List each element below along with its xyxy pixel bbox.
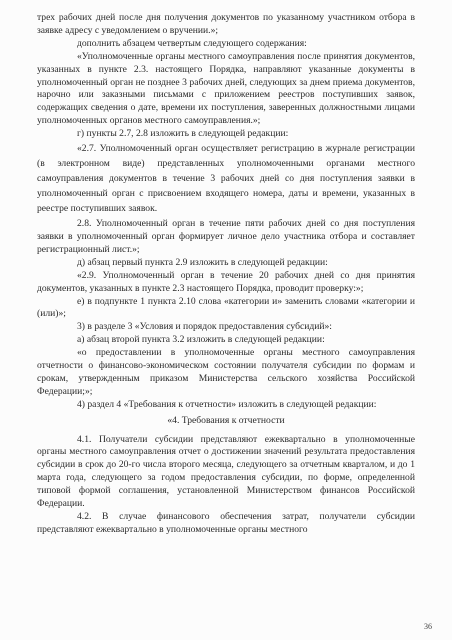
paragraph: 3) в разделе 3 «Условия и порядок предоставления субсидий»:: [77, 321, 332, 333]
paragraph: трех рабочих дней после дня получения документов по указанному участником отбора в заявке адресу с уведомлением о вручении.»;: [37, 12, 415, 36]
paragraph: «2.9. Уполномоченный орган в течение 20 рабочих дней со дня принятия документов, указанных в пункте 2.3 настоящего Порядка, проводит проверку:»;: [37, 269, 415, 294]
paragraph: 4.1. Получатели субсидии представляют ежеквартально в уполномоченные органы местного самоуправления отчет о достижении значений результата предоставления субсидии в срок до 20-го числа второго месяца, следующего за отчетным кварталом, и до 1 марта года, следующего за годом предоставления субсидии, по форме, определенной типовой формой соглашения, установленной Министерством финансов Российской Федерации.: [37, 433, 415, 510]
paragraph: 4) раздел 4 «Требования к отчетности» изложить в следующей редакции:: [77, 398, 377, 410]
paragraph: «2.7. Уполномоченный орган осуществляет регистрацию в журнале регистрации (в электронном виде) представленных уполномоченными органами местного самоуправления документов в течение 3 рабочих дней со дня поступления заявки в уполномоченный орган с присвоением входящего номера, даты и времени, указанных в реестре поступивших заявок.: [37, 143, 415, 215]
section-heading: «4. Требования к отчетности: [167, 414, 285, 426]
paragraph: е) в подпункте 1 пункта 2.10 слова «категории и» заменить словами «категории и (или)»;: [37, 295, 415, 320]
paragraph: дополнить абзацем четвертым следующего содержания:: [77, 37, 307, 49]
paragraph: 2.8. Уполномоченный орган в течение пяти рабочих дней со дня поступления заявки в уполномоченный орган формирует личное дело участника отбора и составляет регистрационный лист.»;: [37, 218, 415, 255]
paragraph: д) абзац первый пункта 2.9 изложить в следующей редакции:: [77, 256, 328, 268]
paragraph: а) абзац второй пункта 3.2 изложить в следующей редакции:: [77, 334, 325, 346]
paragraph: 4.2. В случае финансового обеспечения затрат, получатели субсидии представляют ежеквартально в уполномоченные органы местного: [37, 511, 415, 535]
paragraph: «о предоставлении в уполномоченные органы местного самоуправления отчетности о финансово-экономическом состоянии получателя субсидии по формам и срокам, утвержденным приказом Министерства сельского хозяйства Российской Федерации;»;: [37, 347, 415, 397]
document-body: [37, 12, 415, 537]
page-number: 36: [424, 622, 432, 631]
paragraph: «Уполномоченные органы местного самоуправления после принятия документов, указанных в пункте 2.3. настоящего Порядка, направляют указанные документы в уполномоченный орган не позднее 3 рабочих дней, следующих за днем приема документов, нарочно или заказными письмами с приложением реестров поступивших заявок, содержащих сведения о дате, времени их поступления, заверенных должностными лицами уполномоченных органов местного самоуправления.»;: [37, 50, 415, 127]
paragraph: г) пункты 2.7, 2.8 изложить в следующей редакции:: [77, 128, 289, 140]
